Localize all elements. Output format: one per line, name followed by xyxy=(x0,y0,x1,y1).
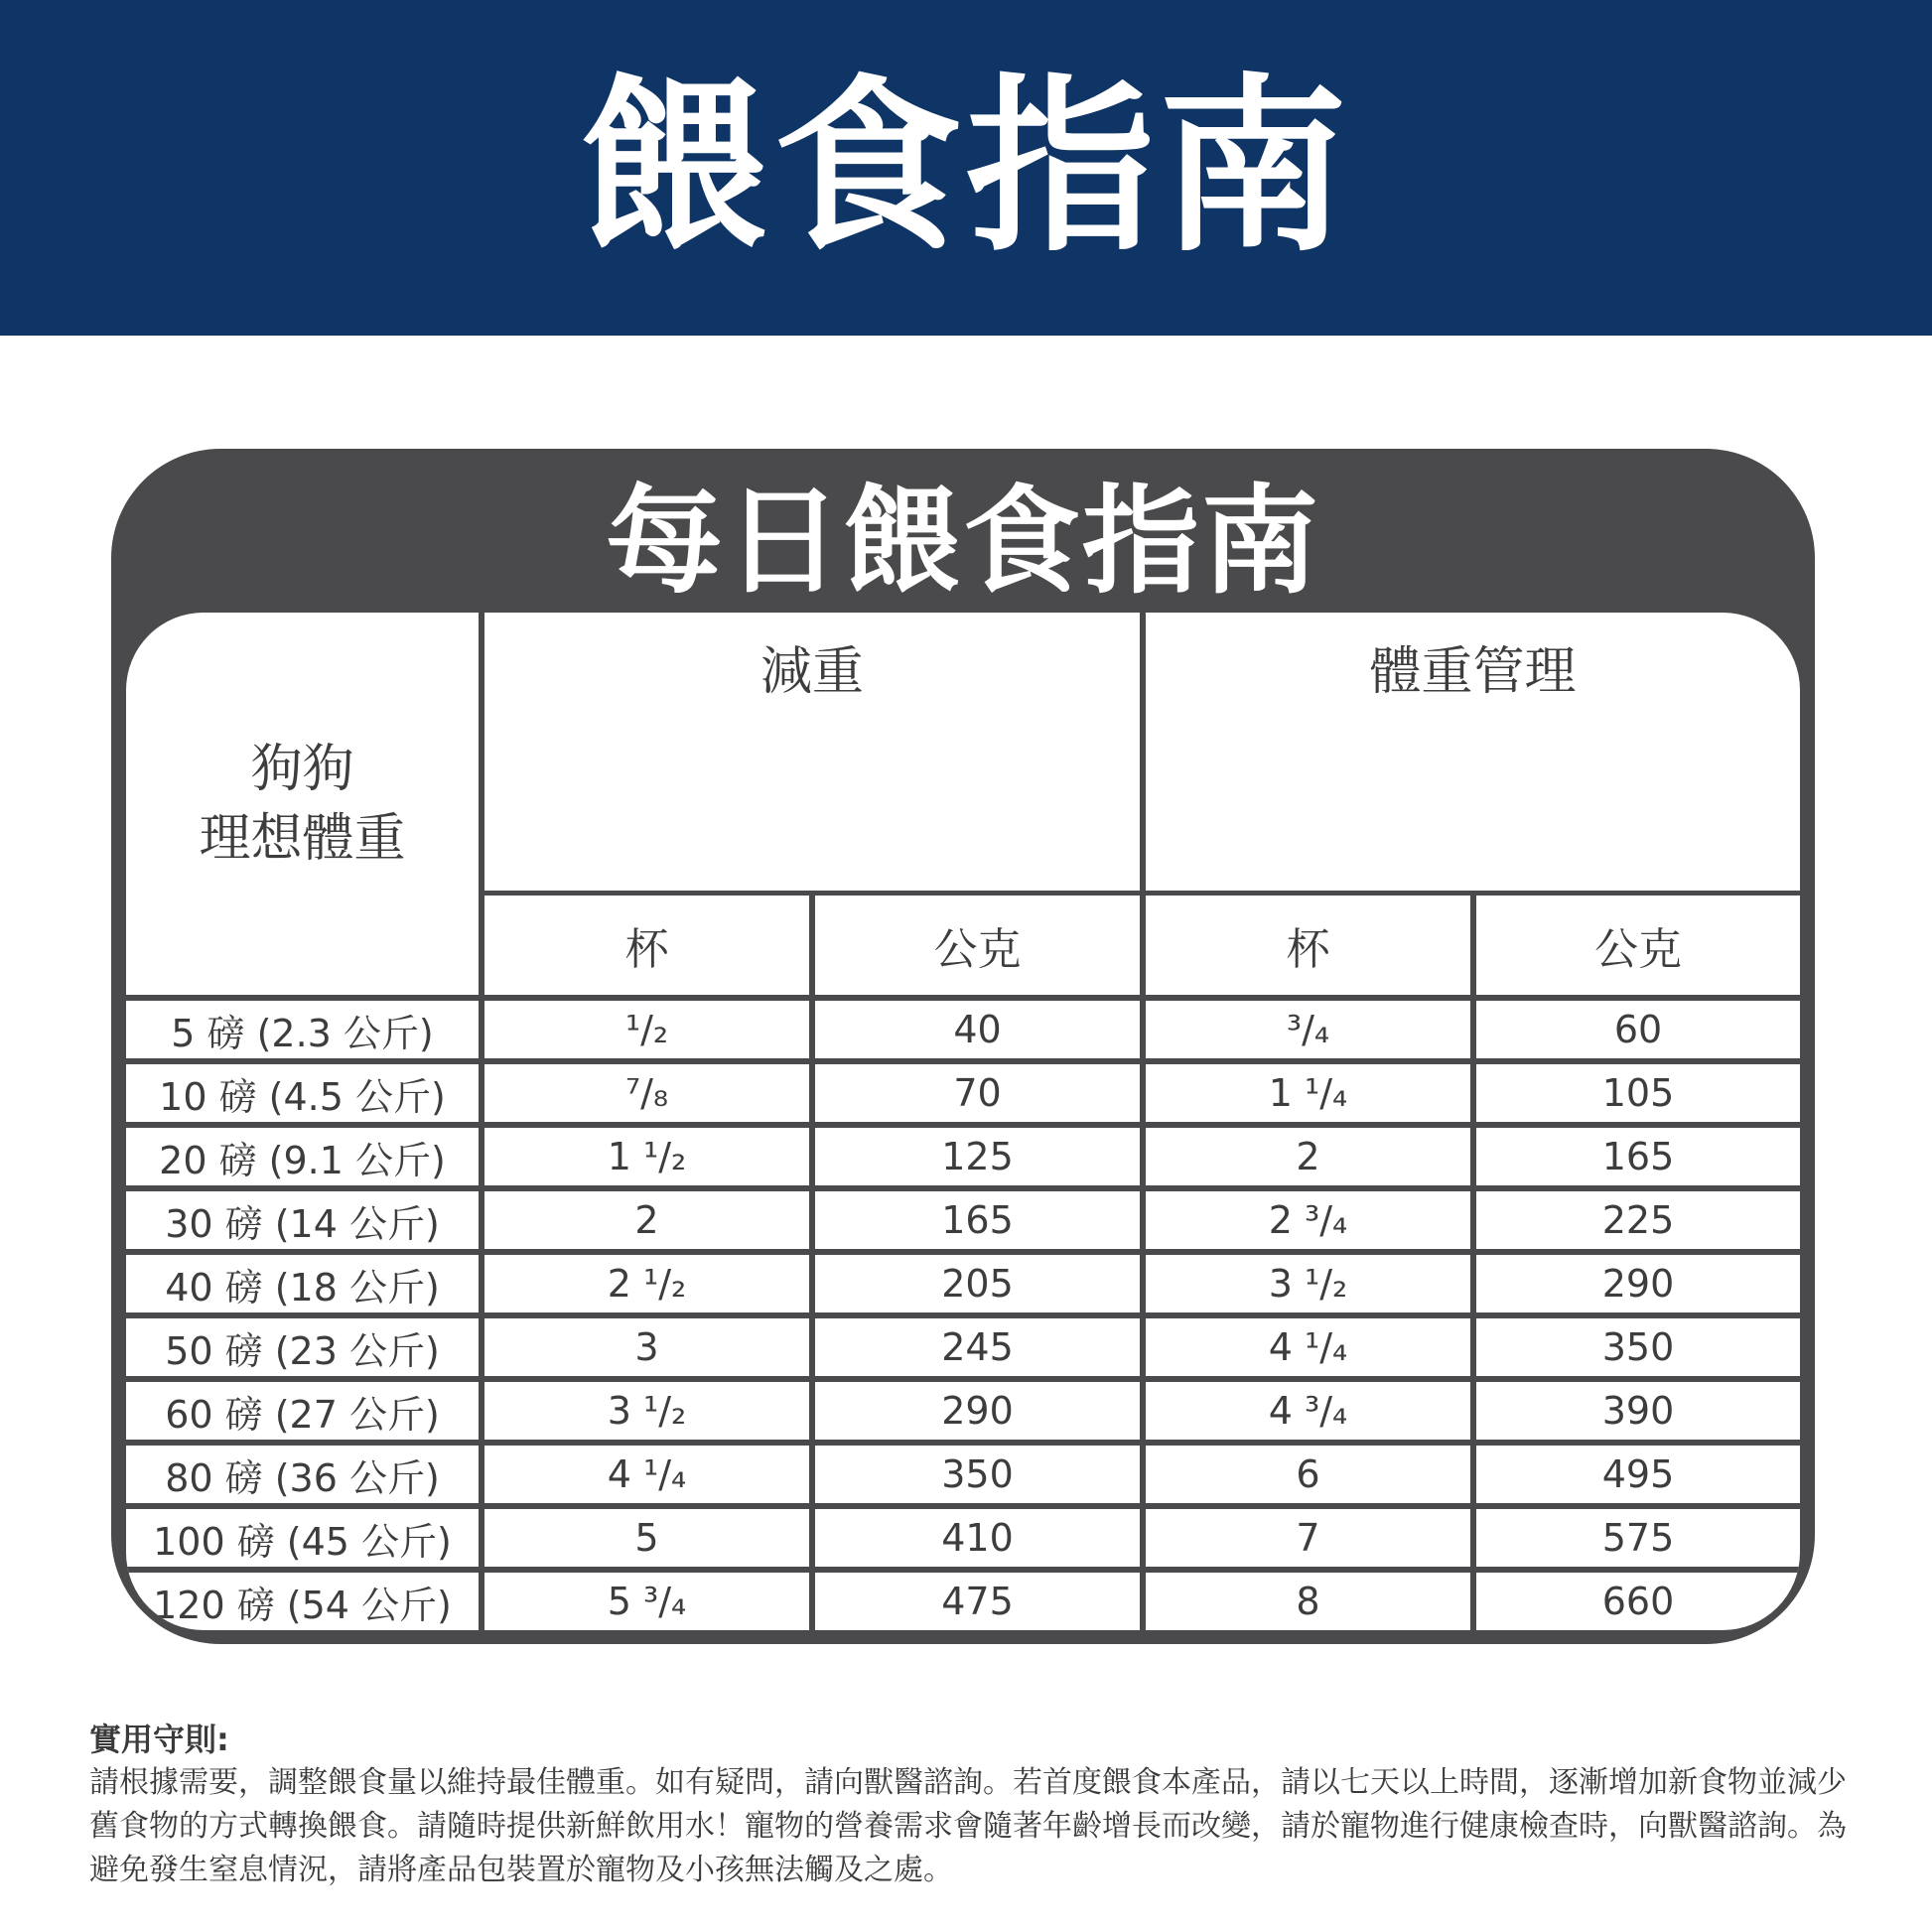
loss-cups-cell: 2 ¹/₂ xyxy=(607,1262,687,1306)
maint-cups-cell: ³/₄ xyxy=(1286,1008,1330,1051)
weight-cell: 40 磅 (18 公斤) xyxy=(165,1265,440,1310)
loss-cups-header: 杯 xyxy=(624,924,669,975)
loss-grams-cell: 205 xyxy=(941,1262,1014,1306)
loss-grams-cell: 245 xyxy=(941,1325,1014,1369)
weight-cell: 100 磅 (45 公斤) xyxy=(153,1519,452,1564)
loss-grams-cell: 475 xyxy=(941,1580,1014,1623)
loss-grams-cell: 350 xyxy=(941,1452,1014,1496)
maint-cups-cell: 2 ³/₄ xyxy=(1268,1198,1348,1242)
maint-grams-cell: 105 xyxy=(1601,1071,1675,1115)
weight-header xyxy=(126,613,479,995)
maint-grams-cell: 225 xyxy=(1601,1198,1675,1242)
loss-cups-cell: 5 ³/₄ xyxy=(607,1580,687,1623)
loss-cups-cell: 4 ¹/₄ xyxy=(607,1452,687,1496)
loss-grams-header: 公克 xyxy=(933,924,1022,975)
row-divider xyxy=(484,891,1800,896)
weight-cell: 50 磅 (23 公斤) xyxy=(165,1328,440,1373)
header-banner xyxy=(0,0,1932,336)
notes-body: 請根據需要，調整餵食量以維持最佳體重。如有疑問，請向獸醫諮詢。若首度餵食本產品，請以七天以上時間，逐漸增加新食物並減少舊食物的方式轉換餵食。請隨時提供新鮮飲用水！寵物的營養需求會隨著年齡增長而改變，請於寵物進行健康檢查時，向獸醫諮詢。為避免發生窒息情況，請將產品包裝置於寵物及小孩無法觸及之處。 xyxy=(89,1765,1847,1887)
loss-grams-cell: 40 xyxy=(953,1008,1002,1051)
card-title: 每日餵食指南 xyxy=(605,473,1320,610)
weight-cell: 30 磅 (14 公斤) xyxy=(165,1201,440,1246)
page-title: 餵食指南 xyxy=(580,58,1351,277)
maint-grams-cell: 495 xyxy=(1601,1452,1675,1496)
weight-header-line1: 狗狗 xyxy=(250,739,354,799)
loss-cups-cell: ¹/₂ xyxy=(624,1008,669,1051)
weight-management-header: 體重管理 xyxy=(1369,642,1577,702)
weight-cell: 20 磅 (9.1 公斤) xyxy=(159,1138,446,1182)
maint-cups-cell: 1 ¹/₄ xyxy=(1268,1071,1348,1115)
maint-cups-cell: 8 xyxy=(1296,1580,1320,1623)
loss-grams-cell: 165 xyxy=(941,1198,1014,1242)
weight-header-line2: 理想體重 xyxy=(199,808,406,869)
maint-grams-cell: 390 xyxy=(1601,1389,1675,1433)
loss-grams-cell: 70 xyxy=(953,1071,1002,1115)
maint-grams-cell: 575 xyxy=(1601,1516,1675,1560)
maint-grams-cell: 660 xyxy=(1601,1580,1675,1623)
weight-cell: 60 磅 (27 公斤) xyxy=(165,1392,440,1437)
loss-grams-cell: 410 xyxy=(941,1516,1014,1560)
weight-cell: 10 磅 (4.5 公斤) xyxy=(159,1074,446,1119)
weight-cell: 120 磅 (54 公斤) xyxy=(153,1583,452,1627)
maint-cups-cell: 7 xyxy=(1296,1516,1320,1560)
maint-grams-cell: 350 xyxy=(1601,1325,1675,1369)
loss-cups-cell: 1 ¹/₂ xyxy=(607,1135,687,1178)
notes-title: 實用守則: xyxy=(89,1721,229,1758)
loss-cups-cell: 2 xyxy=(634,1198,659,1242)
loss-grams-cell: 125 xyxy=(941,1135,1014,1178)
weight-cell: 80 磅 (36 公斤) xyxy=(165,1455,440,1500)
feeding-table xyxy=(126,613,1800,1630)
loss-cups-cell: ⁷/₈ xyxy=(624,1071,669,1115)
loss-cups-cell: 5 xyxy=(634,1516,659,1560)
loss-cups-cell: 3 ¹/₂ xyxy=(607,1389,687,1433)
maint-grams-cell: 60 xyxy=(1613,1008,1663,1051)
maint-grams-cell: 165 xyxy=(1601,1135,1675,1178)
maint-cups-cell: 4 ³/₄ xyxy=(1268,1389,1348,1433)
maint-cups-cell: 4 ¹/₄ xyxy=(1268,1325,1348,1369)
loss-cups-cell: 3 xyxy=(634,1325,659,1369)
weight-cell: 5 磅 (2.3 公斤) xyxy=(171,1011,434,1055)
loss-grams-cell: 290 xyxy=(941,1389,1014,1433)
maint-cups-cell: 3 ¹/₂ xyxy=(1268,1262,1348,1306)
maint-cups-cell: 6 xyxy=(1296,1452,1320,1496)
maint-grams-header: 公克 xyxy=(1594,924,1682,975)
maint-grams-cell: 290 xyxy=(1601,1262,1675,1306)
weight-loss-header: 減重 xyxy=(759,642,864,702)
usage-notes xyxy=(89,1718,1857,1892)
maint-cups-cell: 2 xyxy=(1296,1135,1320,1178)
feeding-guide-card xyxy=(111,449,1815,1644)
maint-cups-header: 杯 xyxy=(1286,924,1330,975)
